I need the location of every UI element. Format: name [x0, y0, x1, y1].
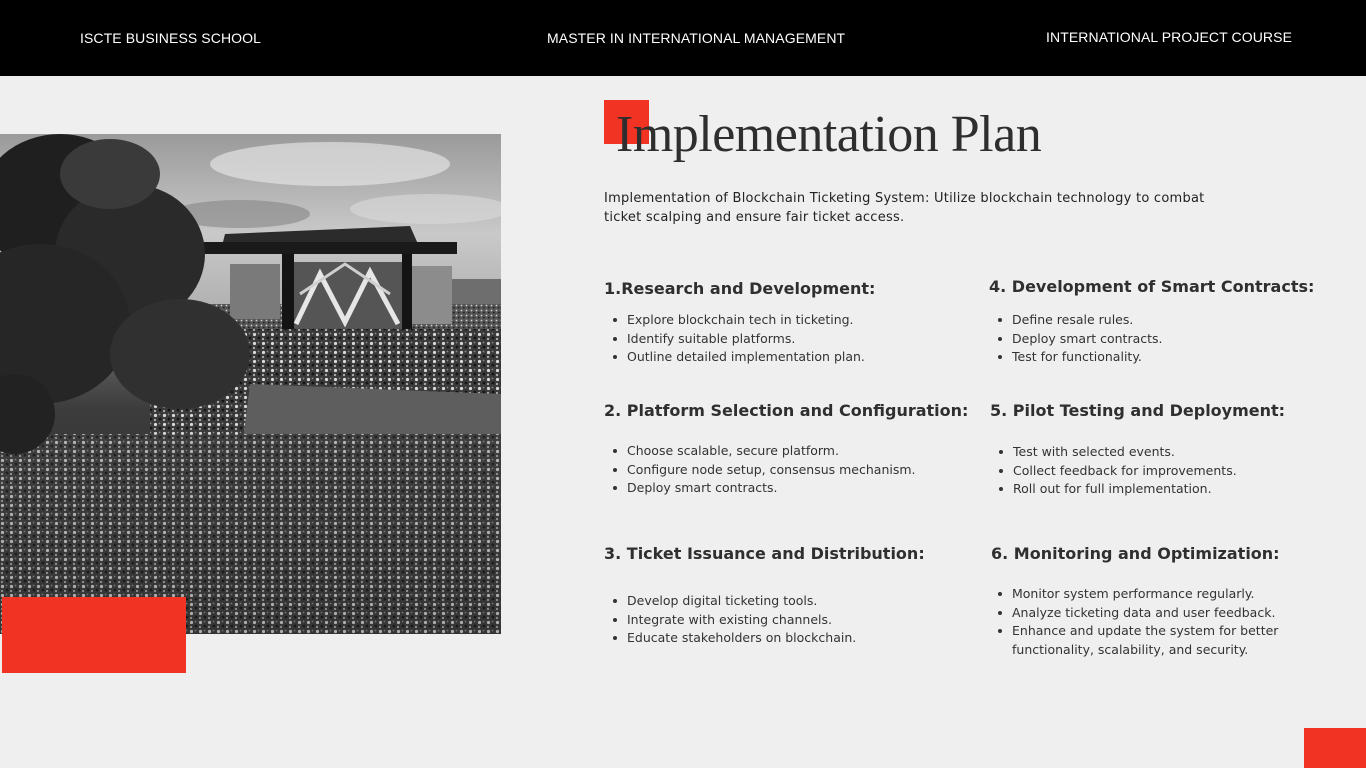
section-heading: 3. Ticket Issuance and Distribution:: [604, 544, 925, 563]
intro-paragraph: Implementation of Blockchain Ticketing System: Utilize blockchain technology to combat ticket scalping and ensure fair ticket access.: [604, 191, 1205, 225]
list-item: Collect feedback for improvements.: [999, 462, 1237, 481]
section-list: [613, 442, 916, 498]
list-item: Roll out for full implementation.: [999, 480, 1237, 499]
list-item: Integrate with existing channels.: [613, 611, 856, 630]
section-heading: 5. Pilot Testing and Deployment:: [990, 401, 1286, 420]
list-item: Deploy smart contracts.: [998, 330, 1163, 349]
list-item: Deploy smart contracts.: [613, 479, 916, 498]
list-item: Develop digital ticketing tools.: [613, 592, 856, 611]
section-heading: 2. Platform Selection and Configuration:: [604, 401, 969, 420]
list-item: Define resale rules.: [998, 311, 1163, 330]
header-school-name: ISCTE BUSINESS SCHOOL: [80, 30, 262, 46]
section-heading: 6. Monitoring and Optimization:: [991, 544, 1280, 563]
list-item: Educate stakeholders on blockchain.: [613, 629, 856, 648]
concert-crowd-illustration: [0, 134, 501, 634]
list-item: Identify suitable platforms.: [613, 330, 865, 349]
list-item: Analyze ticketing data and user feedback.: [998, 604, 1298, 623]
section-list: [613, 592, 856, 648]
list-item: Outline detailed implementation plan.: [613, 348, 865, 367]
list-item: Enhance and update the system for better functionality, scalability, and security.: [998, 622, 1298, 659]
list-item: Test for functionality.: [998, 348, 1163, 367]
list-item: Monitor system performance regularly.: [998, 585, 1298, 604]
cloud: [210, 142, 450, 186]
list-item: Configure node setup, consensus mechanism.: [613, 461, 916, 480]
list-item: Explore blockchain tech in ticketing.: [613, 311, 865, 330]
header-program-name: MASTER IN INTERNATIONAL MANAGEMENT: [547, 30, 846, 46]
list-item: Test with selected events.: [999, 443, 1237, 462]
header-course-name: INTERNATIONAL PROJECT COURSE: [1046, 29, 1293, 45]
list-item: Choose scalable, secure platform.: [613, 442, 916, 461]
concert-crowd-photo: [0, 134, 501, 634]
section-heading: 1.Research and Development:: [604, 279, 876, 298]
section-list: [998, 585, 1298, 659]
section-list: [998, 311, 1163, 367]
section-list: [999, 443, 1237, 499]
section-heading: 4. Development of Smart Contracts:: [989, 277, 1315, 296]
accent-block-bottom-left: [2, 597, 186, 673]
header-bar: [0, 0, 1366, 76]
section-list: [613, 311, 865, 367]
accent-block-bottom-right: [1304, 728, 1366, 768]
slide-title: Implementation Plan: [616, 106, 1042, 163]
